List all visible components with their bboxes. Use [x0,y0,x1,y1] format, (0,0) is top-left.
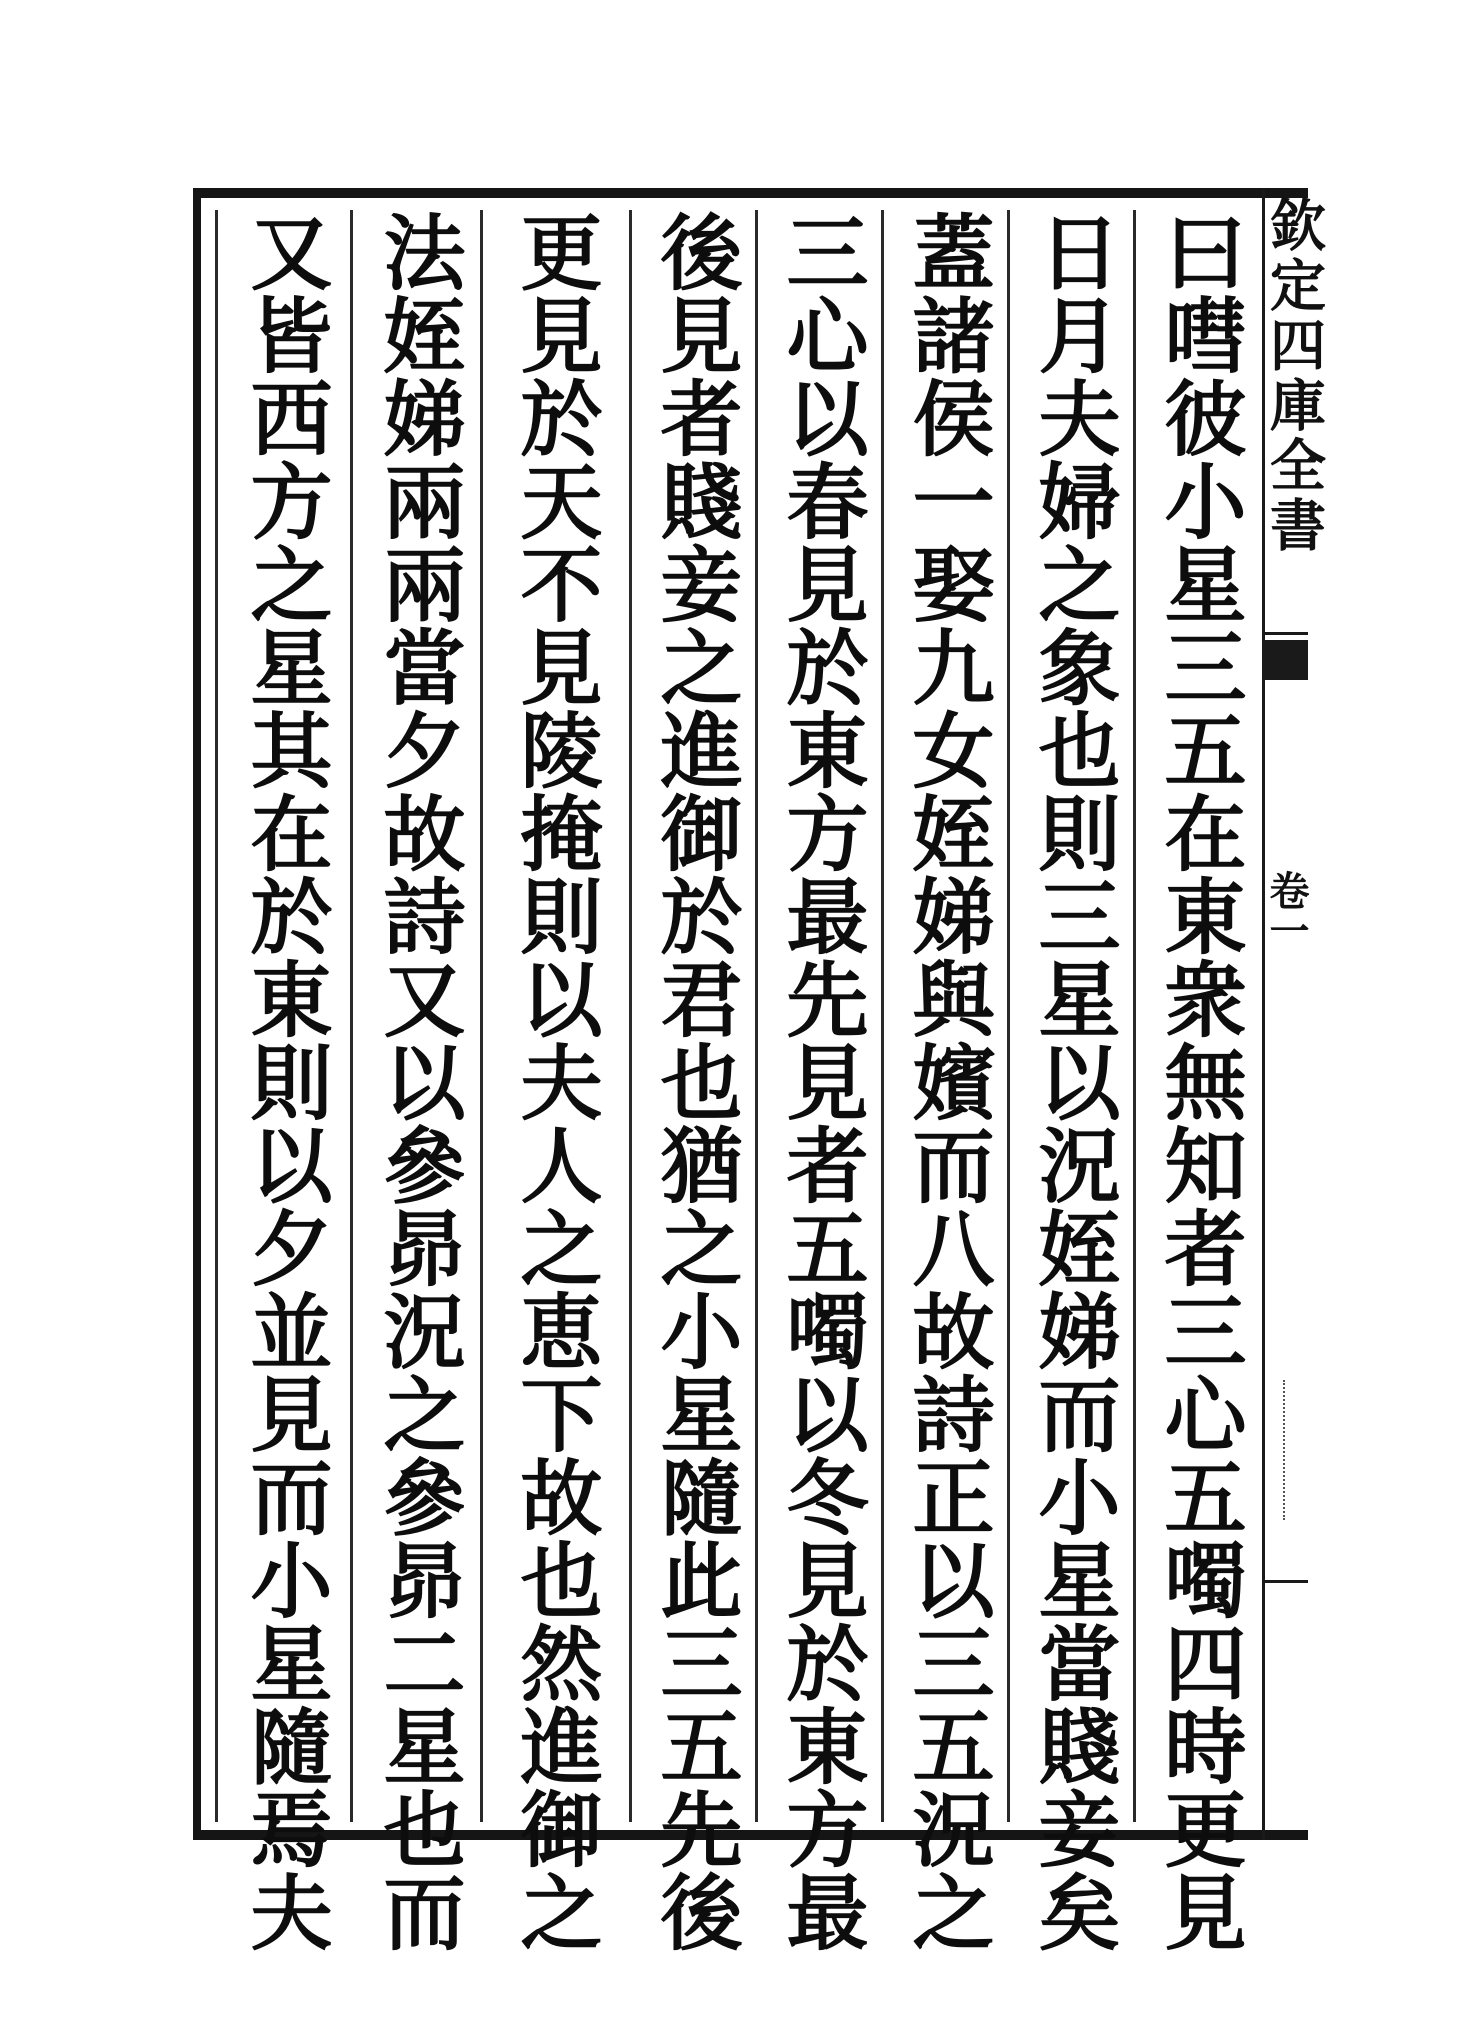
column-text: 曰嘒彼小星三五在東衆無知者三心五噣四時更見 [1151,210,1247,1953]
column-divider [350,210,353,1822]
column-text: 又皆西方之星其在於東則以夕並見而小星隨焉夫 [237,210,333,1953]
text-column-4 [758,210,884,1953]
banner-rule-top [1262,632,1308,635]
banner-dots [1283,1380,1285,1520]
text-column-5 [632,210,758,1953]
text-column-8 [222,210,348,1953]
banner-rule-bottom [1262,1580,1308,1583]
column-text: 法姪娣兩兩當夕故詩又以參昴況之參昴二星也而 [370,210,466,1953]
text-column-7 [355,210,481,1953]
text-column-2 [1010,210,1136,1953]
banner-title: 欽定四庫全書 [1261,196,1327,556]
column-text: 更見於天不見陵掩則以夫人之恵下故也然進御之 [507,210,603,1953]
text-column-3 [884,210,1010,1953]
banner-fishtail [1262,640,1308,680]
column-text: 後見者賤妾之進御於君也猶之小星隨此三五先後 [647,210,743,1953]
column-divider [215,210,218,1822]
text-column-1 [1136,210,1262,1953]
text-column-6 [492,210,618,1953]
banner-juan: 卷一 [1263,870,1310,950]
column-text: 三心以春見於東方最先見者五噣以冬見於東方最 [773,210,869,1953]
column-text: 日月夫婦之象也則三星以況姪娣而小星當賤妾矣 [1025,210,1121,1953]
column-text: 蓋諸侯一娶九女姪娣與嬪而八故詩正以三五況之 [899,210,995,1953]
